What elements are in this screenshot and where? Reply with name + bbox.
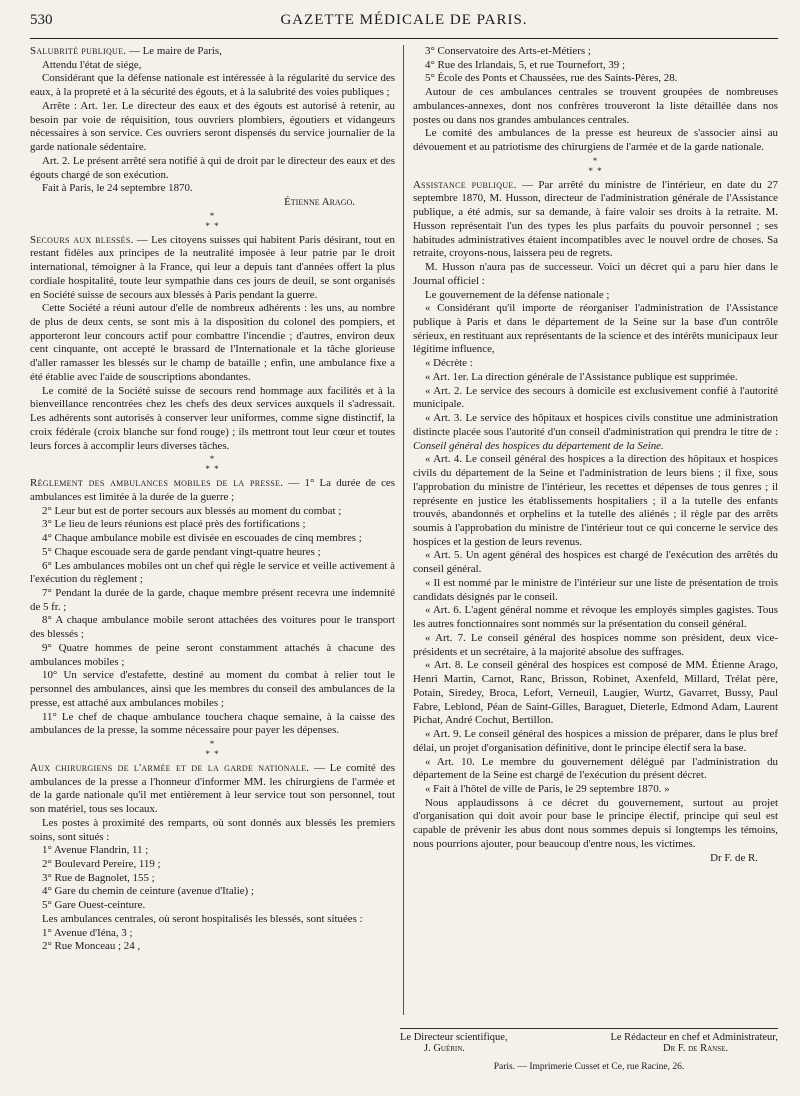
- article-assistance-lead: Assistance publique. — Par arrêté du ministre de l'intérieur, en date du 27 septembre 1870, M. Husson, directeur de l'administration générale de l'Assistance publique, a été admis, sur sa demande, à faire valoir ses droits à la retraite. M. Husson représentait l'un des types les plus parfaits du pouvoir personnel ; ses habitudes administratives étaient incompatibles avec le nouvel ordre de choses. Sa retraite, croyons-nous, laissera peu de regrets.: [413, 178, 778, 260]
- council-title: Conseil général des hospices du département de la Seine.: [413, 439, 664, 452]
- decree-article: « Art. 9. Le conseil général des hospices a mission de préparer, dans le plus bref délai, un projet d'organisation définitive, dont le principe électif sera la base.: [413, 728, 778, 754]
- list-item: 10° Un service d'estafette, destiné au moment du combat à relier tout le personnel des ambulances, ainsi que les membres du conseil des ambulances de la presse, est attaché aux ambulances mobiles ;: [30, 669, 395, 709]
- right-column: [404, 45, 778, 1015]
- decree-article: « Art. 5. Un agent général des hospices est chargé de l'exécution des arrêtés du conseil général.: [413, 549, 778, 576]
- decree-article: « Il est nommé par le ministre de l'intérieur sur une liste de présentation de trois candidats désignés par le conseil.: [413, 576, 778, 603]
- paragraph: Le comité des ambulances de la presse est heureux de s'associer ainsi au dévouement et au patriotisme des chirurgiens de l'armée et de la garde nationale.: [413, 127, 778, 154]
- paragraph: Autour de ces ambulances centrales se trouvent groupées de nombreuses ambulances-annexes, dont nos confrères trouveront la liste détaillée dans nos postes ou dans nos grandes ambulances centrales.: [413, 86, 778, 126]
- paragraph: Attendu l'état de siége,: [42, 58, 142, 71]
- section-separator-stars: * * *: [205, 210, 220, 231]
- decree-article: « Art. 4. Le conseil général des hospices a la direction des hôpitaux et hospices civils du département de la Seine et l'administration de leurs biens ; il fixe, sous l'approbation du ministre de l'intérieur, les recettes et dépenses de tous genres ; il représente en justice les établissements hospitaliers ; il a la tutelle des enfants trouvés, abandonnés et orphelins et la tutelle des aliénés ; il règle par des arrêts soumis à l'approbation du ministre de l'intérieur tout ce qui concerne le service des hospices et la gestion de leurs revenus.: [413, 453, 778, 548]
- signature: Étienne Arago.: [284, 196, 355, 209]
- list-item: 11° Le chef de chaque ambulance touchera chaque semaine, à la caisse des ambulances de la presse, la somme nécessaire pour payer les dépenses.: [30, 710, 395, 737]
- list-item: 8° A chaque ambulance mobile seront attachées des voitures pour le transport des blessés ;: [30, 614, 395, 641]
- left-column: [30, 45, 404, 1015]
- editor-label: Le Rédacteur en chef et Administrateur,: [610, 1032, 778, 1043]
- list-item: 5° Chaque escouade sera de garde pendant vingt-quatre heures ;: [42, 545, 321, 558]
- director-label: Le Directeur scientifique,: [400, 1032, 508, 1043]
- decree-article: « Art. 8. Le conseil général des hospices est composé de MM. Étienne Arago, Henri Martin, Carnot, Ranc, Brisson, Robinet, Axenfeld, Millard, Trélat père, Potain, Siredey, Broca, Lefort, Verneuil, Laugier, Wurtz, Gavarret, Bussy, Paul Fabre, Leblond, Péan de Saint-Gilles, Baraguet, Dieterle, Edmond Adam, Laurent Pichat, André Cochut, Bertillon.: [413, 659, 778, 727]
- list-item: 2° Boulevard Pereire, 119 ;: [42, 858, 161, 870]
- page-number: 530: [30, 12, 53, 28]
- paragraph: Cette Société a réuni autour d'elle de nombreux adhérents : les uns, au nombre de plus de deux cents, se sont mis à la disposition du colonel des pompiers, et apporteront leur concours actif pour combattre l'incendie ; d'autres, environ deux cent cinquante, ont accepté le brassard de l'Internationale et la tâche glorieuse d'aller ramasser les blessés sur le champ de bataille ; enfin, une ambulance fixe a été établie avec l'aide de souscriptions abondantes.: [30, 302, 395, 383]
- section-title: Salubrité publique.: [30, 45, 127, 57]
- list-item: 4° Gare du chemin de ceinture (avenue d'Italie) ;: [42, 885, 254, 898]
- decree-date: « Fait à l'hôtel de ville de Paris, le 29 septembre 1870. »: [425, 782, 670, 795]
- paragraph: Nous applaudissons à ce décret du gouvernement, surtout au projet d'organisation qui doit avoir pour base le principe électif, principe qui seul est capable de prévenir les abus dont nous sommes depuis si longtemps les témoins, nous pourrions ajouter, pour beaucoup d'entre nous, les victimes.: [413, 796, 778, 850]
- section-title: Aux chirurgiens de l'armée et de la garde nationale.: [30, 761, 310, 774]
- decree-article: « Art. 7. Le conseil général des hospices nomme son président, deux vice-présidents et un secrétaire, à la majorité absolue des suffrages.: [413, 631, 778, 658]
- paragraph: Arrête : Art. 1er. Le directeur des eaux et des égouts est autorisé à retenir, au besoin par voie de réquisition, tous ouvriers plombiers, égoutiers et vidangeurs nécessaires à son service. Ces ouvriers seront dispensés du service journalier de la garde nationale sédentaire.: [30, 99, 395, 154]
- list-item: 2° Leur but est de porter secours aux blessés au moment du combat ;: [42, 504, 342, 517]
- editor-name: Dr F. de Ranse.: [663, 1043, 728, 1054]
- article-secours-lead: Secours aux blessés. — Les citoyens suisses qui habitent Paris désirant, tout en restant fidèles aux principes de la neutralité imposée à leur patrie par le droit international, témoigner à la France, qui leur a depuis tant d'années offert la plus cordiale hospitalité, toute leur sympathie dans ces jours de deuil, se sont organisés en Société suisse de secours aux blessés à Paris pendant la guerre.: [30, 233, 395, 301]
- list-item: 3° Conservatoire des Arts-et-Métiers ;: [425, 45, 591, 57]
- page-header: [30, 12, 778, 39]
- paragraph: Art. 2. Le présent arrêté sera notifié à qui de droit par le directeur des eaux et des égouts chargé de son exécution.: [30, 154, 395, 181]
- list-item: 4° Rue des Irlandais, 5, et rue Tournefort, 39 ;: [425, 58, 625, 71]
- paragraph: Le gouvernement de la défense nationale ;: [425, 288, 610, 301]
- decree-article: « Art. 1er. La direction générale de l'Assistance publique est supprimée.: [425, 370, 738, 383]
- article-chirurgiens-lead: Aux chirurgiens de l'armée et de la garde nationale. — Le comité des ambulances de la presse a l'honneur d'informer MM. les chirurgiens de l'armée et de la garde nationale qu'il met entièrement à leur service tout son personnel, tout son matériel, tous ses locaux.: [30, 761, 395, 816]
- list-item: 1° Avenue d'Iéna, 3 ;: [42, 926, 133, 939]
- article-salubrite-lead: Salubrité publique. — Le maire de Paris,: [30, 45, 222, 57]
- paragraph: Les postes à proximité des remparts, où sont donnés aux blessés les premiers soins, sont situés :: [30, 816, 395, 843]
- section-separator-stars: * * *: [588, 155, 603, 176]
- section-separator-stars: * * *: [205, 739, 220, 759]
- list-item: 4° Chaque ambulance mobile est divisée en escouades de cinq membres ;: [42, 532, 362, 545]
- journal-title: GAZETTE MÉDICALE DE PARIS.: [280, 12, 528, 28]
- paragraph: Les ambulances centrales, où seront hospitalisés les blessés, sont situées :: [42, 912, 363, 925]
- list-item: 9° Quatre hommes de peine seront constamment attachés à chacune des ambulances mobiles ;: [30, 641, 395, 668]
- footer-rule: [400, 1028, 778, 1029]
- list-item: 5° Gare Ouest-ceinture.: [42, 899, 146, 912]
- page-footer: [400, 1028, 778, 1072]
- list-item: 1° Avenue Flandrin, 11 ;: [42, 844, 149, 857]
- list-item: 7° Pendant la durée de la garde, chaque membre présent recevra une indemnité de 5 fr. ;: [30, 587, 395, 613]
- decree-article: « Art. 2. Le service des secours à domicile est exclusivement confié à l'autorité municipale.: [413, 384, 778, 411]
- director-name: J. Guérin.: [424, 1043, 465, 1054]
- decree-article: « Art. 6. L'agent général nomme et révoque les employés simples gagistes. Tous les autres fonctionnaires sont nommés sur la présentation du conseil général.: [413, 604, 778, 631]
- paragraph: Fait à Paris, le 24 septembre 1870.: [42, 182, 193, 195]
- printer-line: Paris. — Imprimerie Cusset et Ce, rue Racine, 26.: [493, 1062, 685, 1072]
- decree-article: « Art. 3. Le service des hôpitaux et hospices civils constitue une administration distincte placée sous l'autorité d'un conseil d'administration qui prendra le titre de : Conseil général des hospices du département de la Seine.: [413, 412, 778, 452]
- section-separator-stars: * * *: [205, 454, 220, 475]
- two-column-body: [30, 45, 778, 1015]
- signature: Dr F. de R.: [710, 851, 758, 864]
- paragraph: « Considérant qu'il importe de réorganiser l'administration de l'Assistance publique à Paris et dans le département de la Seine sur la base d'un contrôle sérieux, en restituant aux représentants de la science et des intérêts municipaux leur légitime influence,: [413, 302, 778, 356]
- section-title: Assistance publique.: [413, 178, 517, 191]
- list-item: 6° Les ambulances mobiles ont un chef qui règle le service et veille activement à l'exécution du règlement ;: [30, 559, 395, 586]
- paragraph: Le comité de la Société suisse de secours rend hommage aux facilités et à la bienveillance rencontrées chez les chefs des deux services auxquels il s'adressait. Les adhérents sont autorisés à conserver leur uniformes, comme signe distinctif, la croix fédérale (croix blanche sur fond rouge) ; ils mettront tout leur cœur et toutes leurs forces à accomplir leurs diverses tâches.: [30, 384, 395, 452]
- section-title: Règlement des ambulances mobiles de la presse.: [30, 477, 284, 490]
- section-title: Secours aux blessés.: [30, 233, 134, 246]
- list-item: 3° Le lieu de leurs réunions est placé près des fortifications ;: [42, 518, 306, 531]
- list-item: 2° Rue Monceau ; 24 ,: [42, 940, 141, 953]
- paragraph: M. Husson n'aura pas de successeur. Voici un décret qui a paru hier dans le Journal officiel :: [413, 261, 778, 287]
- list-item: 3° Rue de Bagnolet, 155 ;: [42, 871, 155, 884]
- paragraph: « Décrète :: [425, 357, 473, 370]
- list-item: 5° École des Ponts et Chaussées, rue des Saints-Pères, 28.: [425, 72, 678, 85]
- paragraph: Considérant que la défense nationale est intéressée à la régularité du service des eaux, à la propreté et à la sécurité des égouts, et à la salubrité des voies publiques ;: [30, 72, 395, 99]
- article-reglement-lead: Règlement des ambulances mobiles de la presse. — 1° La durée de ces ambulances est limitée à la durée de la guerre ;: [30, 477, 395, 503]
- decree-article: « Art. 10. Le membre du gouvernement délégué par l'administration du département de la Seine est chargé de l'exécution du présent décret.: [413, 755, 778, 782]
